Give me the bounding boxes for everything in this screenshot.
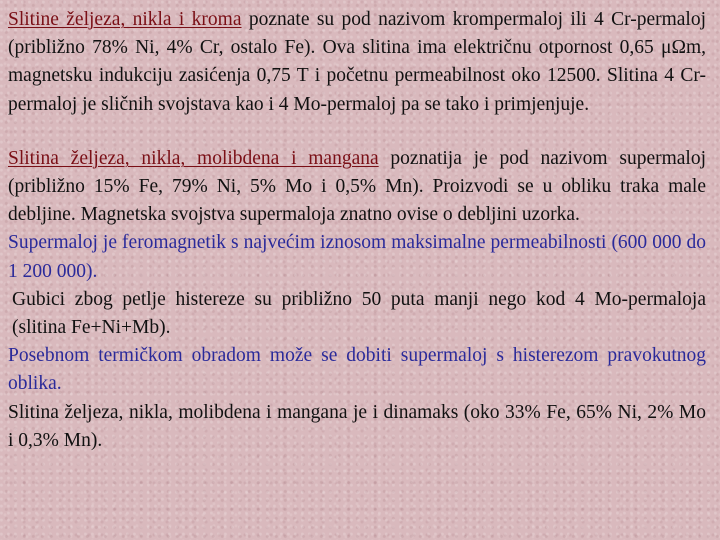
paragraph-supermaloj-text: poznatija je pod nazivom supermaloj (približno 15% Fe, 79% Ni, 5% Mo i 0,5% Mn). Proizvodi se u obliku traka male debljine. Magnetska svojstva supermaloja znatno ovise o debljini uzorka. [8,147,706,226]
slide-content [8,6,706,455]
paragraph-thermal-treatment: Posebnom termičkom obradom može se dobiti supermaloj s histerezom pravokutnog oblika. [8,345,706,395]
paragraph-krompermaloj [8,6,706,119]
paragraph-krompermaloj-text: poznate su pod nazivom krompermaloj ili 4 Cr-permaloj (približno 78% Ni, 4% Cr, ostalo Fe). Ova slitina ima električnu otpornost 0,65 μΩm, magnetsku indukciju zasićenja 0,75 T i početnu permeabilnost oko 12500. Slitina 4 Cr-permaloj je sličnih svojstava kao i 4 Mo-permaloj pa se tako i primjenjuje. [8,9,707,115]
paragraph-max-permeability: Supermaloj je feromagnetik s najvećim iznosom maksimalne permeabilnosti (600 000 do 1 200 000). [8,232,706,282]
paragraph-gap [8,119,706,145]
heading-mo-mn-alloys: Slitina željeza, nikla, molibdena i mangana [8,147,379,169]
paragraph-supermaloj [8,145,706,230]
heading-cr-alloys: Slitine željeza, nikla i kroma [8,9,242,30]
paragraph-dinamaks: Slitina željeza, nikla, molibdena i mangana je i dinamaks (oko 33% Fe, 65% Ni, 2% Mo i 0,3% Mn). [8,401,706,451]
paragraph-hysteresis-losses: Gubici zbog petlje histereze su približno 50 puta manji nego kod 4 Mo-permaloja (slitina Fe+Ni+Mb). [12,288,706,339]
